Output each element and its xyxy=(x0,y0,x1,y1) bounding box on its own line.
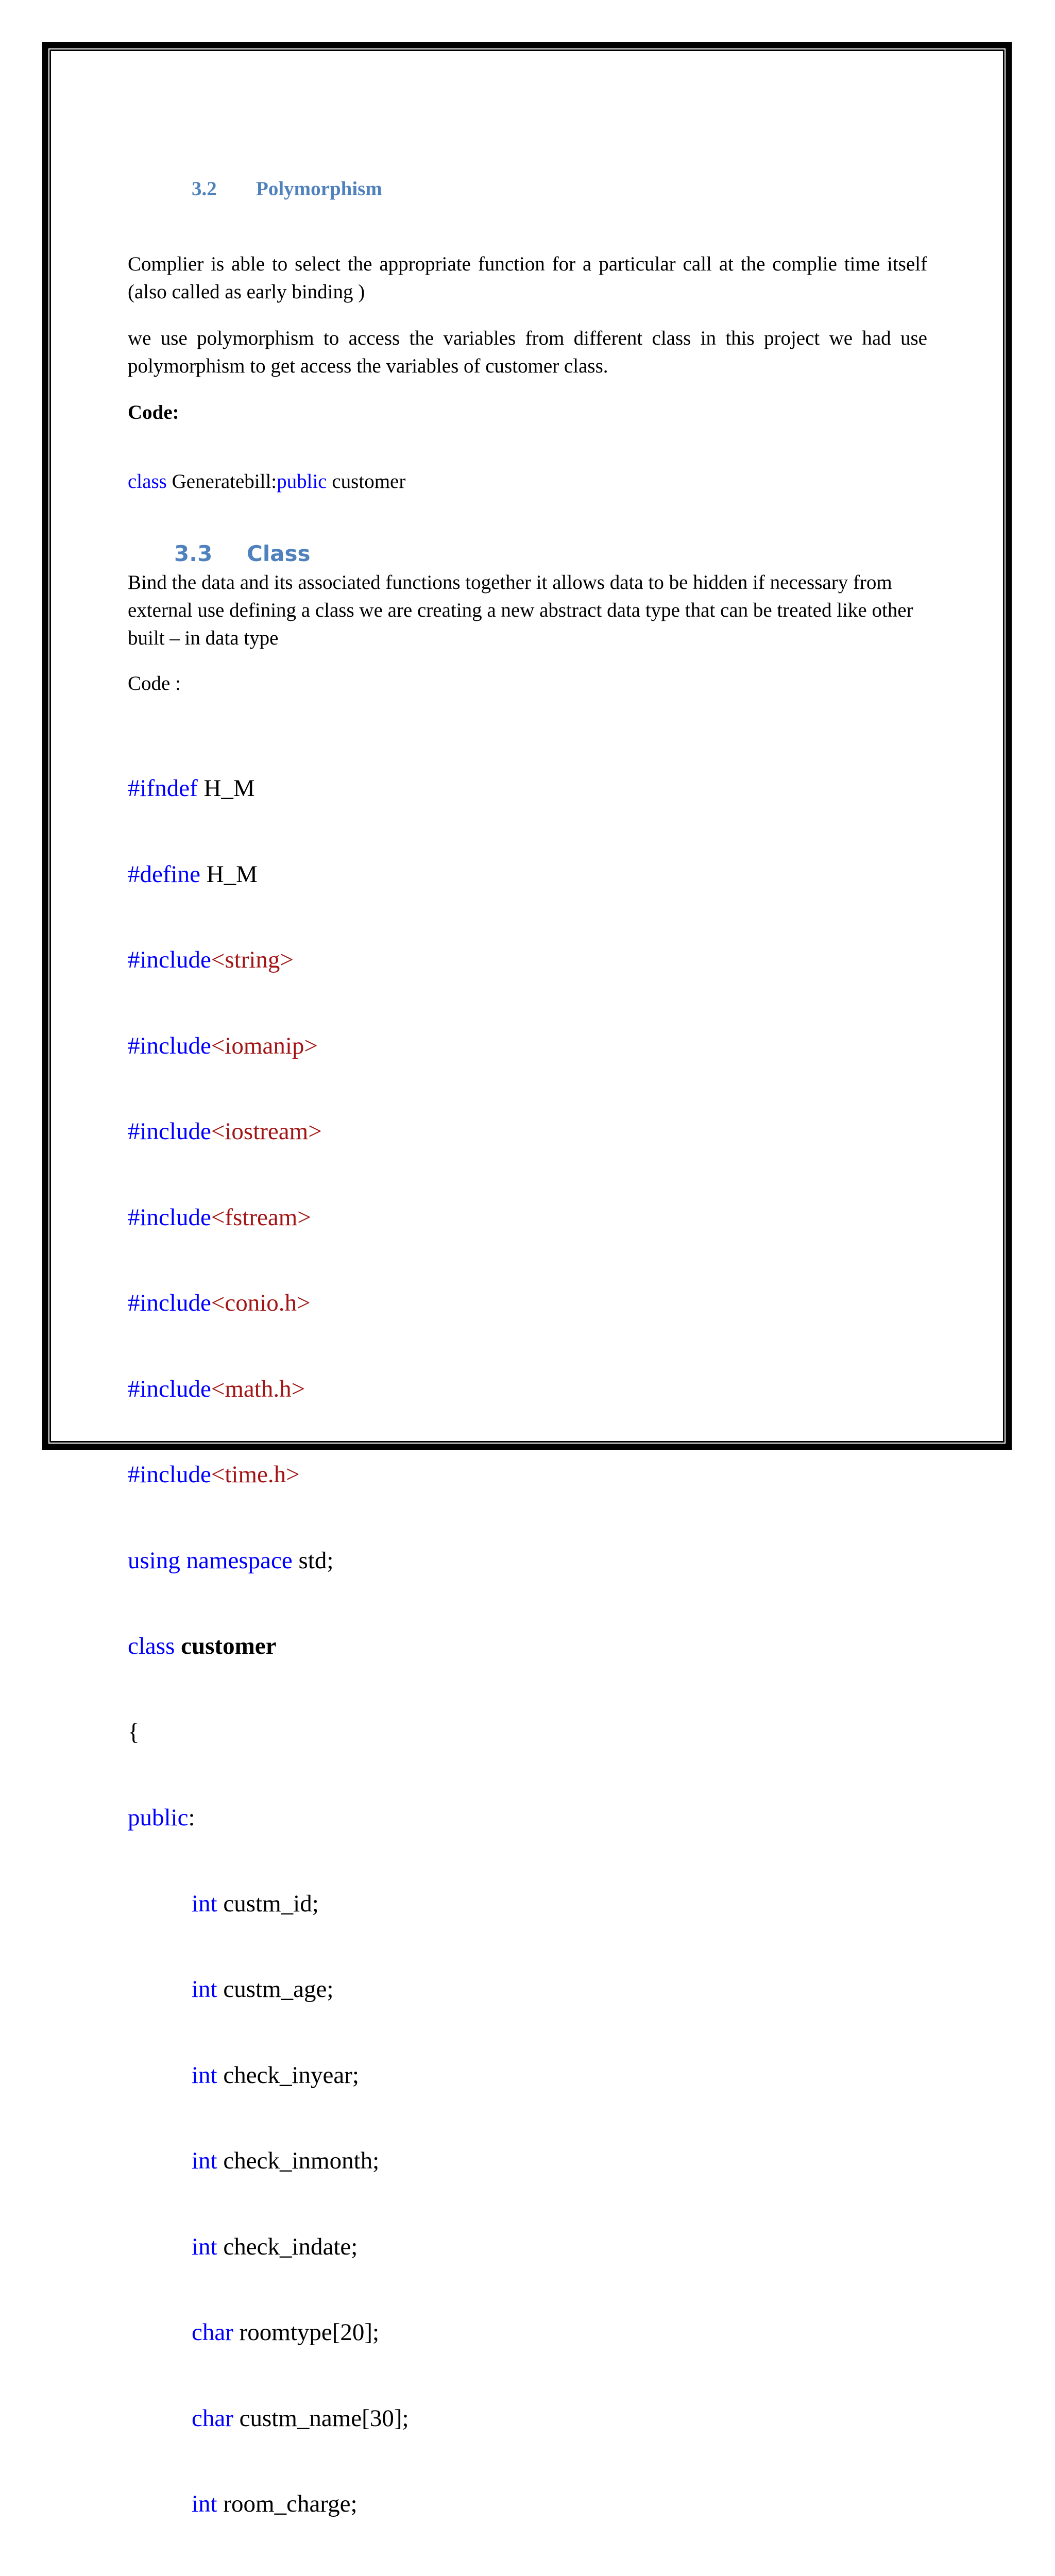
code-keyword: #include xyxy=(128,1461,211,1488)
code-keyword: #include xyxy=(128,946,211,973)
code-text: : xyxy=(188,1804,195,1831)
code-header: <iomanip> xyxy=(211,1032,318,1059)
code-keyword: #include xyxy=(128,1204,211,1231)
section-title: Polymorphism xyxy=(256,178,382,200)
code-header: <math.h> xyxy=(211,1376,305,1402)
code-line-include xyxy=(128,1204,409,1232)
base-class: customer xyxy=(327,470,406,493)
code-label: Code: xyxy=(128,399,927,427)
code-line-brace: { xyxy=(128,1718,409,1747)
code-keyword: #include xyxy=(128,1032,211,1059)
section-number: 3.2 xyxy=(192,177,256,200)
code-text: H_M xyxy=(198,775,255,802)
code-line-member xyxy=(128,2147,409,2176)
code-line-include xyxy=(128,1117,409,1146)
code-line-member xyxy=(128,2233,409,2262)
code-keyword: public xyxy=(128,1804,188,1831)
code-label-2: Code : xyxy=(128,670,927,698)
section-heading-class xyxy=(174,541,311,566)
code-keyword: #include xyxy=(128,1290,211,1316)
code-line-access xyxy=(128,1804,409,1833)
code-text: check_inmonth; xyxy=(217,2147,380,2174)
code-line-member xyxy=(128,2061,409,2090)
code-header: <time.h> xyxy=(211,1461,300,1488)
code-text: custm_name[30]; xyxy=(233,2405,409,2432)
polymorphism-paragraph-1: Complier is able to select the appropriate function for a particular call at the complie time itself (also called as early binding ) xyxy=(128,250,927,306)
class-name: Generatebill: xyxy=(172,470,277,493)
code-line-member xyxy=(128,1975,409,2004)
polymorphism-paragraph-2: we use polymorphism to access the variables from different class in this project we had use polymorphism to get access the variables of customer class. xyxy=(128,325,927,380)
code-text: room_charge; xyxy=(217,2490,358,2517)
code-line-class xyxy=(128,1632,409,1661)
code-keyword: #ifndef xyxy=(128,775,198,802)
code-type: char xyxy=(192,2319,233,2346)
code-type: int xyxy=(192,2147,217,2174)
code-line-member xyxy=(128,2318,409,2347)
code-text: custm_age; xyxy=(217,1976,334,2003)
code-class-name: customer xyxy=(181,1633,276,1659)
code-line-ifndef xyxy=(128,774,409,803)
section-heading-polymorphism xyxy=(192,177,382,200)
code-line-include xyxy=(128,1461,409,1489)
code-type: int xyxy=(192,2062,217,2089)
code-header: <string> xyxy=(211,946,294,973)
keyword-public: public xyxy=(277,470,327,493)
code-text: check_inyear; xyxy=(217,2062,359,2089)
code-text: std; xyxy=(293,1547,334,1574)
code-text: custm_id; xyxy=(217,1890,319,1917)
code-header: <iostream> xyxy=(211,1118,322,1145)
class-declaration-line xyxy=(128,468,927,496)
code-keyword: using namespace xyxy=(128,1547,293,1574)
code-line-include xyxy=(128,1289,409,1318)
code-keyword: #include xyxy=(128,1118,211,1145)
code-line-member xyxy=(128,2490,409,2519)
code-text: check_indate; xyxy=(217,2233,358,2260)
code-line-include xyxy=(128,1375,409,1404)
code-line-member xyxy=(128,1890,409,1919)
keyword-class: class xyxy=(128,470,167,493)
code-line-include xyxy=(128,1032,409,1061)
code-text: roomtype[20]; xyxy=(233,2319,379,2346)
code-listing xyxy=(128,717,409,2576)
code-keyword: #define xyxy=(128,861,200,888)
code-line-include xyxy=(128,946,409,975)
code-line-define xyxy=(128,860,409,889)
code-type: char xyxy=(192,2405,233,2432)
code-header: <fstream> xyxy=(211,1204,311,1231)
code-keyword: #include xyxy=(128,1376,211,1402)
code-line-using xyxy=(128,1547,409,1575)
code-type: int xyxy=(192,1976,217,2003)
code-type: int xyxy=(192,2233,217,2260)
code-keyword: class xyxy=(128,1633,175,1659)
code-header: <conio.h> xyxy=(211,1290,311,1316)
section-number: 3.3 xyxy=(174,541,247,566)
code-type: int xyxy=(192,1890,217,1917)
section-title: Class xyxy=(247,541,311,566)
class-paragraph: Bind the data and its associated functions together it allows data to be hidden if necessary from external use defining a class we are creating a new abstract data type that can be treated like other built – in data type xyxy=(128,569,927,652)
code-type: int xyxy=(192,2490,217,2517)
code-line-member xyxy=(128,2404,409,2433)
code-text: H_M xyxy=(200,861,258,888)
